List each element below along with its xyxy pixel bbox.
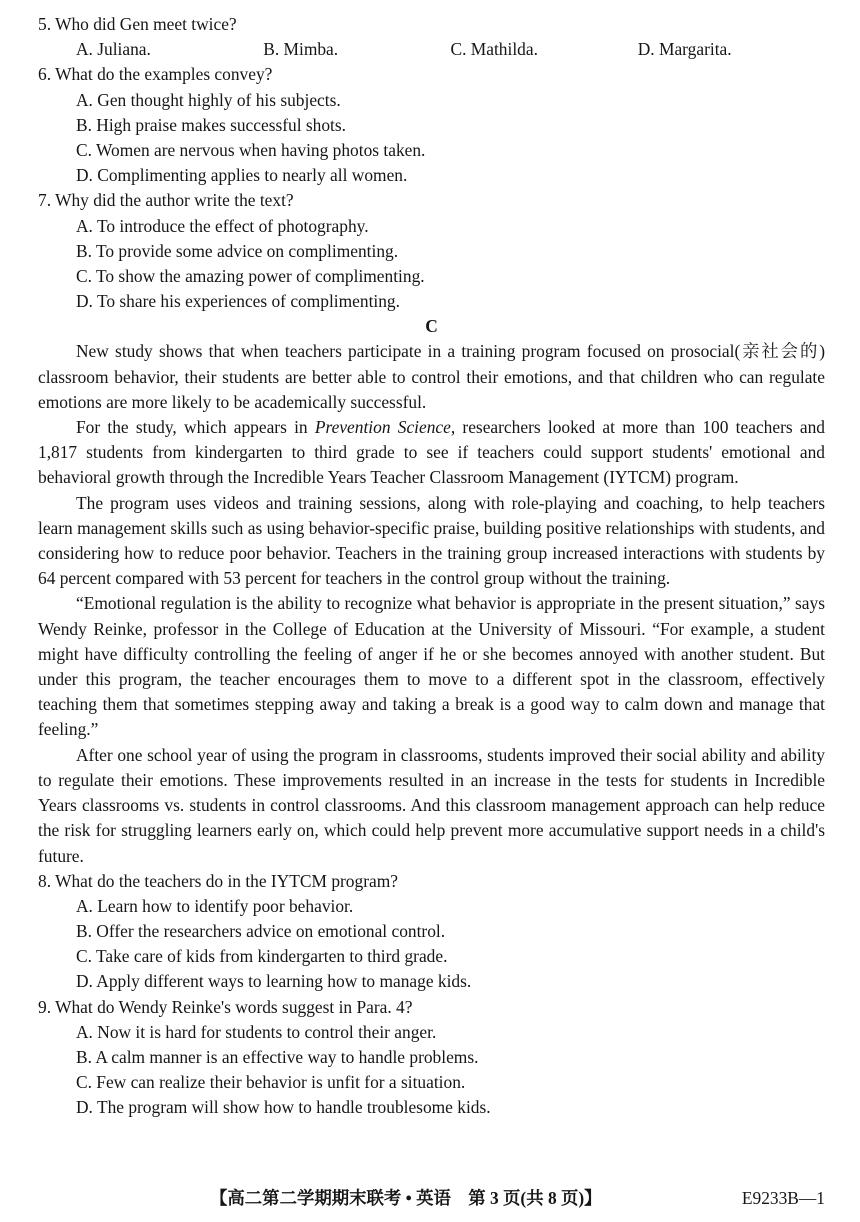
option-a: A. Juliana. [76, 39, 151, 60]
paper-code: E9233B—1 [741, 1188, 825, 1208]
exam-title: 【高二第二学期期末联考 • 英语 第 3 页(共 8 页)】 [210, 1188, 602, 1208]
passage-paragraph-4: “Emotional regulation is the ability to recognize what behavior is appropriate in the present situation,” says Wendy Reinke, professor in the College of Education at the University of Missouri. “For example, a student might have difficulty controlling the feeling of anger if he or she becomes annoyed with another student. But under this program, the teacher encourages them to move to a different spot in the classroom, effectively teaching them that sometimes stepping away and taking a break is a good way to calm down and manage that feeling.” [38, 593, 825, 740]
option-d: D. Apply different ways to learning how to manage kids. [76, 971, 472, 992]
option-c: C. Take care of kids from kindergarten to third grade. [76, 946, 448, 967]
page-content [38, 12, 825, 1121]
option-d: D. Margarita. [637, 39, 732, 60]
journal-name: Prevention Science [314, 417, 451, 438]
option-b: B. Mimba. [263, 39, 339, 60]
passage-paragraph-2 [38, 415, 825, 491]
option-a: A. Gen thought highly of his subjects. [76, 89, 341, 110]
option-c: C. To show the amazing power of complimenting. [76, 265, 425, 286]
option-d: D. The program will show how to handle troublesome kids. [76, 1097, 491, 1118]
option-c: C. Few can realize their behavior is unfit for a situation. [76, 1072, 466, 1093]
option-a: A. Learn how to identify poor behavior. [76, 895, 354, 916]
option-a: A. Now it is hard for students to control their anger. [76, 1021, 437, 1042]
option-b: B. To provide some advice on complimenting. [76, 240, 399, 261]
passage-paragraph-3: The program uses videos and training sessions, along with role-playing and coaching, to help teachers learn management skills such as using behavior-specific praise, building positive relationships with students, and considering how to reduce poor behavior. Teachers in the training group increased interactions with students by 64 percent compared with 53 percent for teachers in the control group without the training. [38, 492, 825, 589]
section-label: C [425, 316, 438, 337]
question-9: 9. What do Wendy Reinke's words suggest in Para. 4? [38, 996, 413, 1017]
option-d: D. To share his experiences of complimenting. [76, 291, 400, 312]
question-7: 7. Why did the author write the text? [38, 190, 294, 211]
question-8: 8. What do the teachers do in the IYTCM program? [38, 870, 398, 891]
page-footer [38, 1186, 825, 1210]
option-a: A. To introduce the effect of photography. [76, 215, 369, 236]
option-b: B. A calm manner is an effective way to handle problems. [76, 1047, 479, 1068]
paragraph-2-lead: For the study, which appears in [76, 417, 315, 438]
option-d: D. Complimenting applies to nearly all women. [76, 165, 408, 186]
question-5: 5. Who did Gen meet twice? [38, 14, 237, 34]
option-b: B. Offer the researchers advice on emotional control. [76, 921, 446, 942]
passage-paragraph-5: After one school year of using the program in classrooms, students improved their social ability and ability to regulate their emotions. These improvements resulted in an increase in the tests for students in Incredible Years classrooms vs. students in control classrooms. And this classroom management approach can help reduce the risk for struggling learners early on, which could help prevent more accumulative support needs in a child's future. [38, 744, 825, 866]
option-b: B. High praise makes successful shots. [76, 114, 346, 135]
question-5-options [38, 37, 825, 62]
paragraph-2-rest: , researchers looked at more than 100 teachers and 1,817 students from kindergarten to third grade to see if teachers could support students' emotional and behavioral growth through the Incredible Years Teacher Classroom Management (IYTCM) program. [38, 417, 825, 488]
question-6: 6. What do the examples convey? [38, 64, 273, 85]
passage-paragraph-1: New study shows that when teachers participate in a training program focused on prosocial(亲社会的) classroom behavior, their students are better able to control their emotions, and that children who can regulate emotions are more likely to be academically successful. [38, 341, 825, 412]
option-c: C. Mathilda. [450, 39, 538, 60]
option-c: C. Women are nervous when having photos taken. [76, 139, 426, 160]
